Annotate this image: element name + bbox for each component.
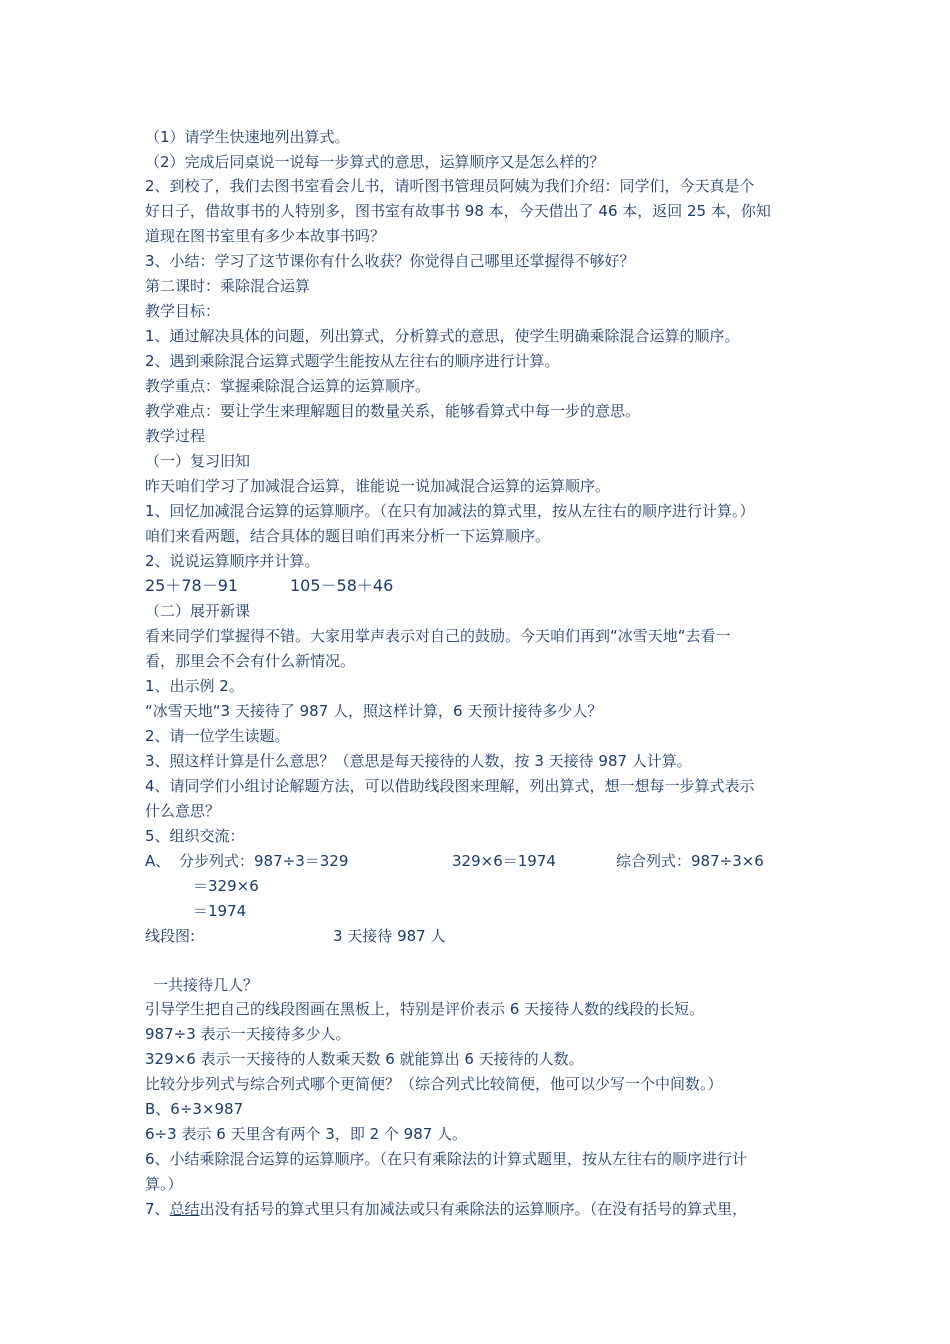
text-line: 道现在图书室里有多少本故事书吗？ [145,227,386,245]
text-line: 1、回忆加减混合运算的运算顺序。（在只有加减法的算式里，按从左往右的顺序进行计算。） [145,502,755,520]
text-line: 算。） [145,1175,183,1193]
summary-link[interactable]: 总结 [169,1200,200,1218]
text-line: “冰雪天地“3 天接待了 987 人，照这样计算，6 天预计接待多少人？ [145,702,603,720]
solution-a-line [145,851,805,871]
text-line: 5、组织交流： [145,827,245,845]
text-line: 1、通过解决具体的问题，列出算式，分析算式的意思，使学生明确乘除混合运算的顺序。 [145,327,740,345]
text-line: 4、请同学们小组讨论解题方法，可以借助线段图来理解，列出算式，想一想每一步算式表示 [145,777,755,795]
summary-text: 出没有括号的算式里只有加减法或只有乘除法的运算顺序。（在没有括号的算式里， [199,1200,748,1218]
text-line: 教学难点：要让学生来理解题目的数量关系，能够看算式中每一步的意思。 [145,402,641,420]
text-line: 1、出示例 2。 [145,677,244,695]
text-line: 看，那里会不会有什么新情况。 [145,652,356,670]
text-line: 什么意思？ [145,802,221,820]
solution-a-continuation-2: ＝1974 [193,902,247,920]
expressions-line [145,576,394,596]
text-line: 咱们来看两题，结合具体的题目咱们再来分析一下运算顺序。 [145,527,551,545]
solution-a-step: 分步列式：987÷3＝329 [179,852,349,870]
expression-2: 105－58＋46 [290,576,394,595]
text-line: 6、小结乘除混合运算的运算顺序。（在只有乘除法的计算式题里，按从左往右的顺序进行计 [145,1150,748,1168]
expression-1: 25＋78－91 [145,576,239,595]
text-line: （2）完成后同桌说一说每一步算式的意思，运算顺序又是怎么样的？ [145,153,605,171]
text-line: 一共接待几人？ [153,976,259,994]
text-line: 看来同学们掌握得不错。大家用掌声表示对自己的鼓励。今天咱们再到“冰雪天地“去看一 [145,627,731,645]
text-line: （1）请学生快速地列出算式。 [145,128,350,146]
text-line: 教学过程 [145,427,206,445]
solution-a-step2: 329×6＝1974 [452,852,556,870]
text-line: 987÷3 表示一天接待多少人。 [145,1025,351,1043]
text-line: 教学目标： [145,302,221,320]
text-line: 3、照这样计算是什么意思？（意思是每天接待的人数，按 3 天接待 987 人计算。 [145,752,692,770]
section-heading: 第二课时：乘除混合运算 [145,277,311,295]
text-line: B、6÷3×987 [145,1100,244,1118]
text-line: 2、遇到乘除混合运算式题学生能按从左往右的顺序进行计算。 [145,352,560,370]
text-line: 2、说说运算顺序并计算。 [145,552,320,570]
text-line: （一）复习旧知 [145,452,251,470]
text-line: 2、请一位学生读题。 [145,727,290,745]
segment-diagram-text: 3 天接待 987 人 [333,927,446,945]
solution-a-combined: 综合列式：987÷3×6 [616,852,764,870]
text-line: 引导学生把自己的线段图画在黑板上，特别是评价表示 6 天接待人数的线段的长短。 [145,1000,705,1018]
text-line: 好日子，借故事书的人特别多，图书室有故事书 98 本，今天借出了 46 本，返回 25 本，你知 [145,202,771,220]
text-line: 教学重点：掌握乘除混合运算的运算顺序。 [145,377,431,395]
text-line: 2、到校了，我们去图书室看会儿书，请听图书管理员阿姨为我们介绍：同学们，今天真是个 [145,177,755,195]
segment-diagram-label: 线段图: [145,927,196,945]
solution-a-continuation-1: ＝329×6 [193,877,259,895]
text-line: （二）展开新课 [145,602,251,620]
summary-line [145,1199,747,1219]
text-line: 比较分步列式与综合列式哪个更简便？（综合列式比较简便，他可以少写一个中间数。） [145,1075,723,1093]
summary-prefix: 7、 [145,1200,170,1218]
text-line: 329×6 表示一天接待的人数乘天数 6 就能算出 6 天接待的人数。 [145,1050,584,1068]
text-line: 昨天咱们学习了加减混合运算，谁能说一说加减混合运算的运算顺序。 [145,477,611,495]
solution-a-label: A、 [145,852,171,870]
text-line: 6÷3 表示 6 天里含有两个 3，即 2 个 987 人。 [145,1125,468,1143]
text-line: 3、小结：学习了这节课你有什么收获？你觉得自己哪里还掌握得不够好？ [145,252,635,270]
segment-diagram-line [145,926,545,946]
